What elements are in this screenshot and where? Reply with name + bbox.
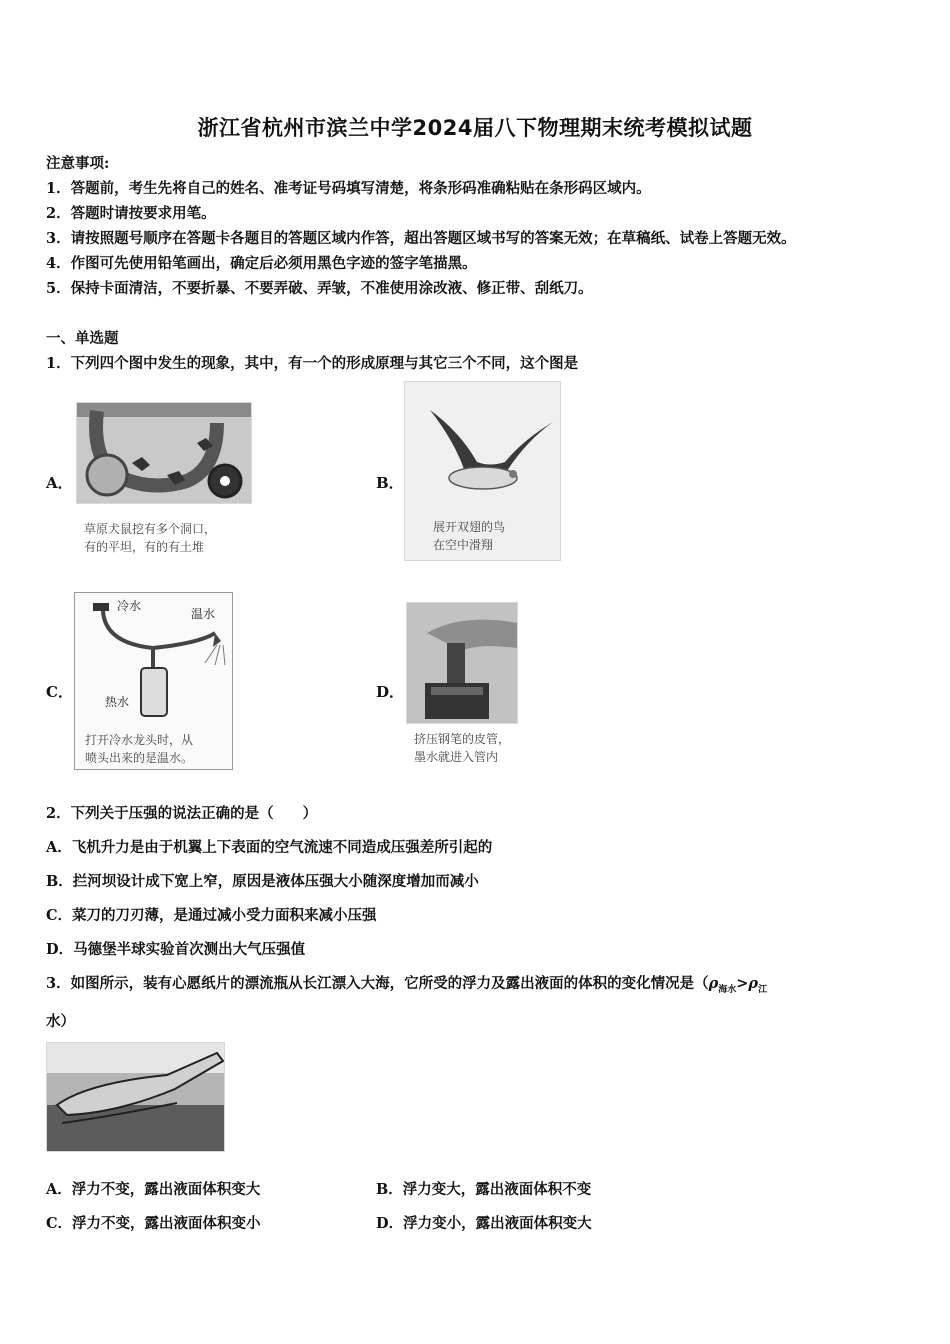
sub-sea-water: 海水 <box>718 984 737 995</box>
q2-option-d: D．马德堡半球实验首次测出大气压强值 <box>46 941 306 958</box>
shower-mixer-figure <box>74 592 233 770</box>
q1-option-b-label: B． <box>376 474 404 492</box>
q1-option-a-label: A． <box>46 474 73 492</box>
page-title: 浙江省杭州市滨兰中学2024届八下物理期末统考模拟试题 <box>197 116 753 140</box>
gliding-bird-figure <box>404 381 561 561</box>
burrow-icon <box>77 403 251 503</box>
q1-option-a-caption: 草原犬鼠挖有多个洞口， 有的平坦，有的有土堆 <box>84 522 217 554</box>
question-2-stem: 2．下列关于压强的说法正确的是（ ） <box>46 805 318 822</box>
greater-than: > <box>736 975 749 992</box>
q2-option-a: A．飞机升力是由于机翼上下表面的空气流速不同造成压强差所引起的 <box>46 839 493 856</box>
q1-option-d-label: D． <box>376 683 405 701</box>
sub-river: 江 <box>758 984 768 995</box>
bird-icon <box>405 382 560 512</box>
q1-option-d-caption: 挤压钢笔的皮管， 墨水就进入管内 <box>414 732 511 764</box>
rho-symbol: ρ <box>748 975 759 992</box>
notice-item: 1．答题前，考生先将自己的姓名、准考证号码填写清楚，将条形码准确粘贴在条形码区域内。 <box>46 180 651 197</box>
q1-option-c-caption: 打开冷水龙头时，从 喷头出来的是温水。 <box>85 733 194 765</box>
question-3-stem-wrap: 水） <box>46 1013 75 1030</box>
question-1-stem: 1．下列四个图中发生的现象，其中，有一个的形成原理与其它三个不同，这个图是 <box>46 355 579 372</box>
q1-option-c-label: C． <box>46 683 73 701</box>
warm-water-label: 温水 <box>191 607 216 621</box>
question-3-stem: 3．如图所示，装有心愿纸片的漂流瓶从长江漂入大海，它所受的浮力及露出液面的体积的变化情况是（$\rho_{海水}>\rho_江$ <box>46 975 768 995</box>
notice-heading: 注意事项: <box>46 155 110 172</box>
prairie-dog-burrow-figure <box>76 402 252 504</box>
rho-symbol: ρ <box>708 975 719 992</box>
q3-option-c: C．浮力不变，露出液面体积变小 <box>46 1215 261 1232</box>
q3-option-b: B．浮力变大，露出液面体积不变 <box>376 1181 592 1198</box>
notice-item: 2．答题时请按要求用笔。 <box>46 205 216 222</box>
q1-option-b-caption: 展开双翅的鸟 在空中滑翔 <box>433 520 506 552</box>
pen-icon <box>407 603 517 723</box>
q3-option-d: D．浮力变小，露出液面体积变大 <box>376 1215 592 1232</box>
notice-item: 4．作图可先使用铅笔画出，确定后必须用黑色字迹的签字笔描黑。 <box>46 255 477 272</box>
bottle-icon <box>47 1043 224 1151</box>
section-heading: 一、单选题 <box>46 330 119 347</box>
notice-item: 5．保持卡面清洁，不要折暴、不要弄破、弄皱，不准使用涂改液、修正带、刮纸刀。 <box>46 280 593 297</box>
cold-water-label: 冷水 <box>117 599 142 613</box>
fountain-pen-figure <box>406 602 518 724</box>
q3-option-a: A．浮力不变，露出液面体积变大 <box>46 1181 261 1198</box>
q2-option-c: C．菜刀的刀刃薄，是通过减小受力面积来减小压强 <box>46 907 377 924</box>
hot-water-label: 热水 <box>105 695 130 709</box>
drift-bottle-figure <box>46 1042 225 1152</box>
notice-item: 3．请按照题号顺序在答题卡各题目的答题区域内作答，超出答题区域书写的答案无效；在草稿纸、试卷上答题无效。 <box>46 230 796 247</box>
q2-option-b: B．拦河坝设计成下宽上窄，原因是液体压强大小随深度增加而减小 <box>46 873 479 890</box>
